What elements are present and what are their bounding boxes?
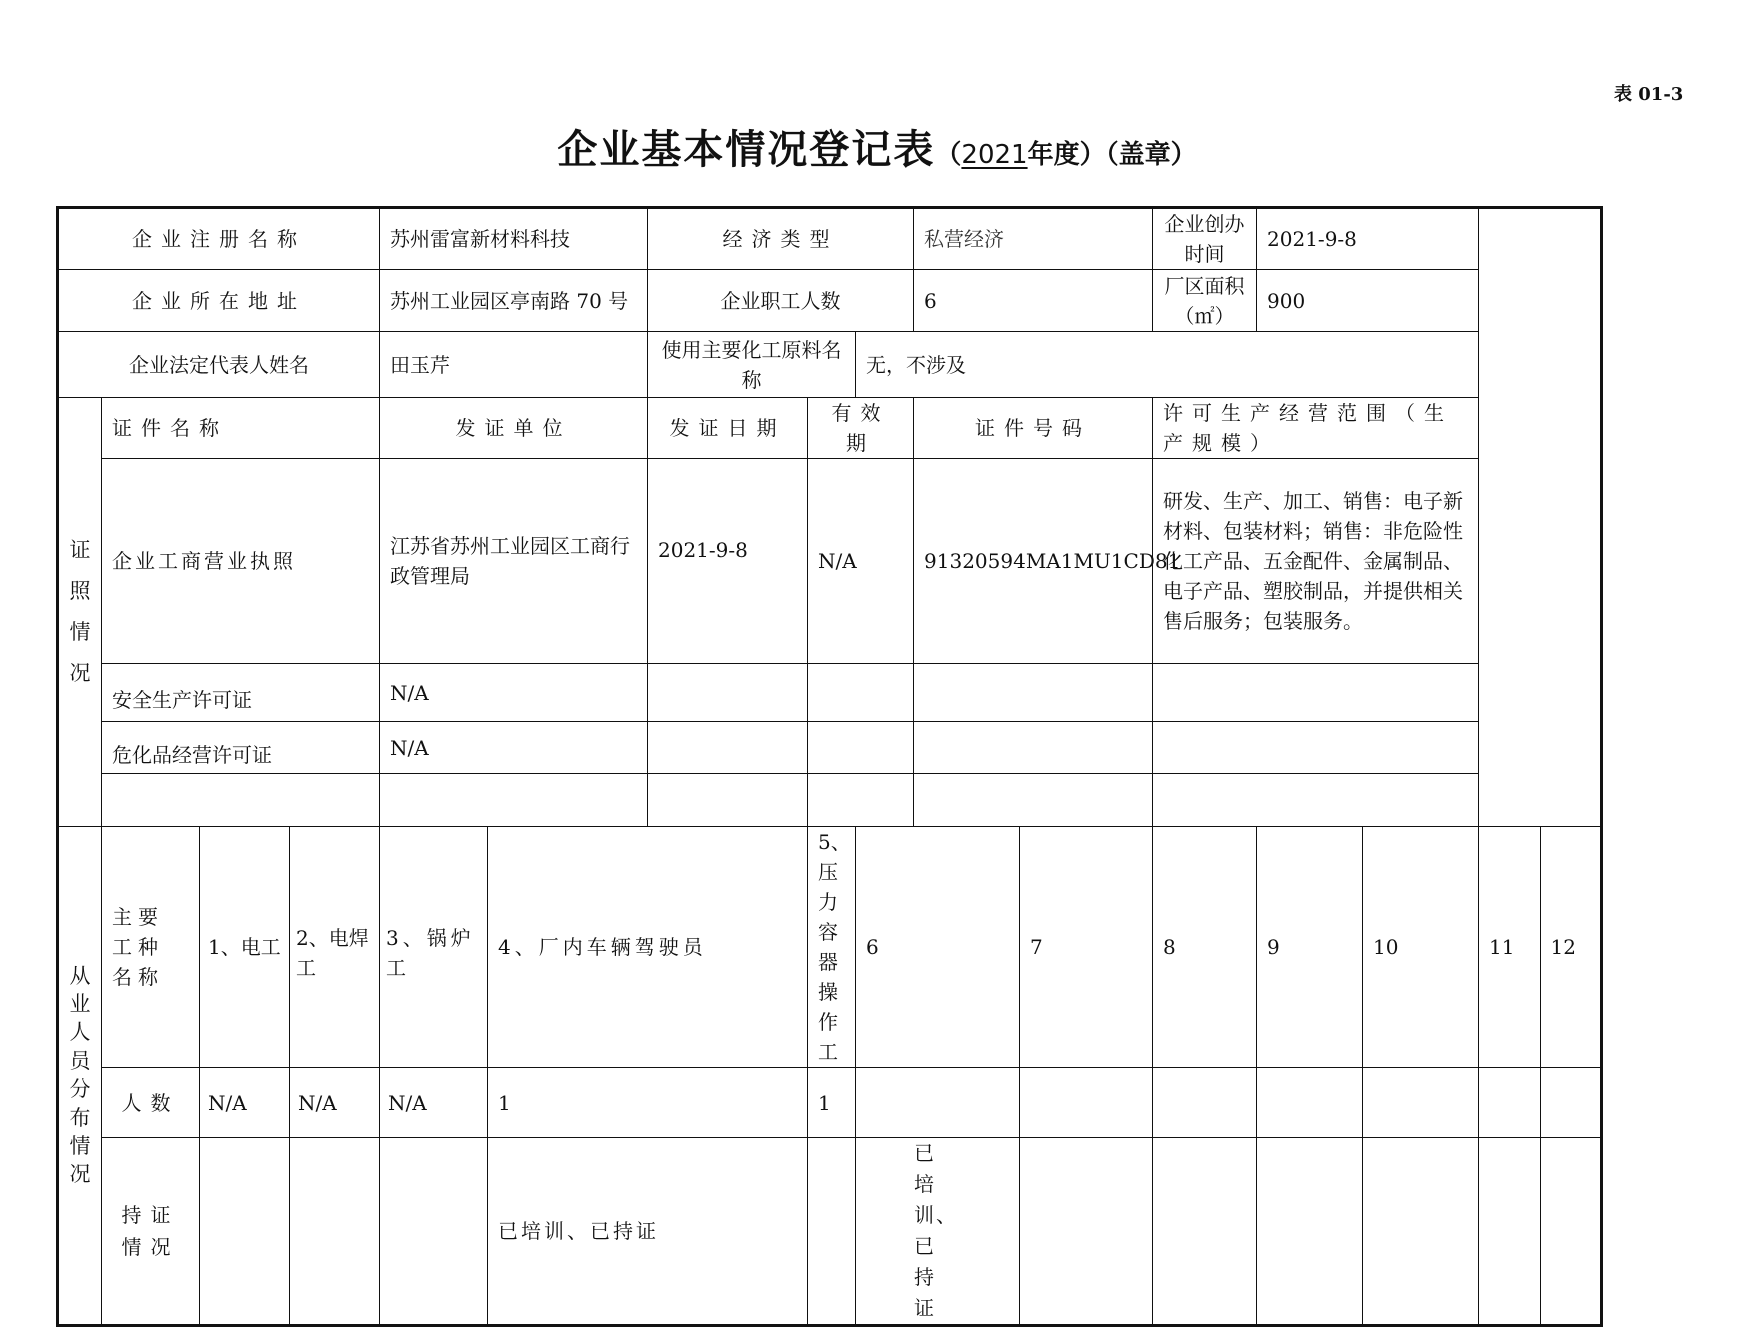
worker-count-10 [1363, 1068, 1479, 1138]
cert-issuer-empty [380, 774, 648, 827]
worker-type-4: 4、厂内车辆驾驶员 [488, 827, 808, 1068]
worker-count-5: 1 [808, 1068, 856, 1138]
table-row [58, 270, 1602, 332]
label-company-address: 企业所在地址 [58, 270, 380, 332]
title-year-open: （ [935, 140, 962, 170]
cert-scope-empty [1153, 774, 1479, 827]
worker-type-9: 9 [1257, 827, 1363, 1068]
table-row [58, 398, 1602, 459]
worker-count-8 [1153, 1068, 1257, 1138]
header-issuer: 发证单位 [380, 398, 648, 459]
label-worker-count: 人数 [102, 1068, 200, 1138]
table-row [58, 1068, 1602, 1138]
cert-name-empty [102, 774, 380, 827]
worker-count-1: N/A [200, 1068, 290, 1138]
value-employee-count: 6 [914, 270, 1153, 332]
worker-status-8 [1153, 1138, 1257, 1326]
label-main-materials: 使用主要化工原料名称 [648, 332, 856, 398]
registration-table [56, 206, 1603, 1327]
table-row [58, 1138, 1602, 1326]
table-row [58, 459, 1602, 664]
worker-status-2 [290, 1138, 380, 1326]
cert-name-safety-permit: 安全生产许可证 [102, 664, 380, 722]
worker-type-1: 1、电工 [200, 827, 290, 1068]
cert-date-empty [648, 774, 808, 827]
worker-type-11: 11 [1479, 827, 1540, 1068]
label-cert-status: 持证情况 [102, 1138, 200, 1326]
cert-scope-hazchem-permit [1153, 722, 1479, 774]
label-employee-count: 企业职工人数 [648, 270, 914, 332]
label-legal-representative: 企业法定代表人姓名 [58, 332, 380, 398]
table-row [58, 208, 1602, 270]
worker-count-12 [1540, 1068, 1601, 1138]
cert-validity-business-license: N/A [808, 459, 914, 664]
cert-issuer-business-license: 江苏省苏州工业园区工商行政管理局 [380, 459, 648, 664]
page-title [0, 118, 1754, 175]
table-row [58, 722, 1602, 774]
worker-type-8: 8 [1153, 827, 1257, 1068]
table-row [58, 827, 1602, 1068]
table-row [58, 774, 1602, 827]
header-issue-date: 发证日期 [648, 398, 808, 459]
header-validity: 有效期 [808, 398, 914, 459]
form-number: 表 01-3 [1614, 84, 1684, 105]
section-certificates-label: 证照情况 [58, 398, 102, 827]
cert-scope-safety-permit [1153, 664, 1479, 722]
table-row [58, 332, 1602, 398]
worker-type-10: 10 [1363, 827, 1479, 1068]
value-founding-date: 2021-9-8 [1257, 208, 1479, 270]
cert-date-business-license: 2021-9-8 [648, 459, 808, 664]
worker-type-5: 5、压力容器操作工 [808, 827, 856, 1068]
value-main-materials: 无，不涉及 [856, 332, 1479, 398]
header-certificate-number: 证件号码 [914, 398, 1153, 459]
title-year: 2021 [961, 140, 1028, 170]
label-worker-type: 主要工种名称 [102, 827, 200, 1068]
title-seal-note: （盖章） [1105, 140, 1197, 170]
cert-validity-empty [808, 774, 914, 827]
cert-date-safety-permit [648, 664, 808, 722]
label-founding-date: 企业创办时间 [1153, 208, 1257, 270]
cert-validity-safety-permit [808, 664, 914, 722]
worker-status-4: 已培训、已持证 [488, 1138, 808, 1326]
worker-type-6: 6 [856, 827, 1020, 1068]
cert-name-hazchem-permit: 危化品经营许可证 [102, 722, 380, 774]
worker-count-9 [1257, 1068, 1363, 1138]
title-main: 企业基本情况登记表 [557, 127, 936, 173]
header-business-scope: 许可生产经营范围（生产规模） [1153, 398, 1479, 459]
value-company-name: 苏州雷富新材料科技 [380, 208, 648, 270]
worker-type-3: 3、锅炉工 [380, 827, 488, 1068]
cert-scope-business-license: 研发、生产、加工、销售：电子新材料、包装材料；销售：非危险性化工产品、五金配件、金属制品、电子产品、塑胶制品，并提供相关售后服务；包装服务。 [1153, 459, 1479, 664]
worker-count-3: N/A [380, 1068, 488, 1138]
value-factory-area: 900 [1257, 270, 1479, 332]
worker-count-4: 1 [488, 1068, 808, 1138]
value-legal-representative: 田玉芹 [380, 332, 648, 398]
section-workers-label: 从业人员分布情况 [58, 827, 102, 1326]
worker-status-12 [1540, 1138, 1601, 1326]
cert-number-empty [914, 774, 1153, 827]
worker-count-7 [1020, 1068, 1153, 1138]
worker-type-7: 7 [1020, 827, 1153, 1068]
value-economy-type: 私营经济 [914, 208, 1153, 270]
label-economy-type: 经济类型 [648, 208, 914, 270]
worker-type-2: 2、电焊工 [290, 827, 380, 1068]
cert-validity-hazchem-permit [808, 722, 914, 774]
cert-number-safety-permit [914, 664, 1153, 722]
worker-type-12: 12 [1540, 827, 1601, 1068]
worker-count-11 [1479, 1068, 1540, 1138]
worker-count-6 [856, 1068, 1020, 1138]
title-year-suffix: 年度） [1027, 140, 1106, 170]
label-company-name: 企业注册名称 [58, 208, 380, 270]
table-row [58, 664, 1602, 722]
cert-issuer-safety-permit: N/A [380, 664, 648, 722]
worker-status-6 [856, 1138, 1020, 1326]
worker-status-5: 已培训、已持证 [808, 1138, 856, 1326]
worker-status-7 [1020, 1138, 1153, 1326]
worker-status-10 [1363, 1138, 1479, 1326]
header-certificate-name: 证件名称 [102, 398, 380, 459]
worker-status-9 [1257, 1138, 1363, 1326]
cert-name-business-license: 企业工商营业执照 [102, 459, 380, 664]
cert-date-hazchem-permit [648, 722, 808, 774]
value-company-address: 苏州工业园区亭南路 70 号 [380, 270, 648, 332]
cert-number-business-license: 91320594MA1MU1CD81 [914, 459, 1153, 664]
label-factory-area: 厂区面积（㎡） [1153, 270, 1257, 332]
worker-count-2: N/A [290, 1068, 380, 1138]
worker-status-11 [1479, 1138, 1540, 1326]
cert-issuer-hazchem-permit: N/A [380, 722, 648, 774]
cert-number-hazchem-permit [914, 722, 1153, 774]
worker-status-1 [200, 1138, 290, 1326]
worker-status-3 [380, 1138, 488, 1326]
